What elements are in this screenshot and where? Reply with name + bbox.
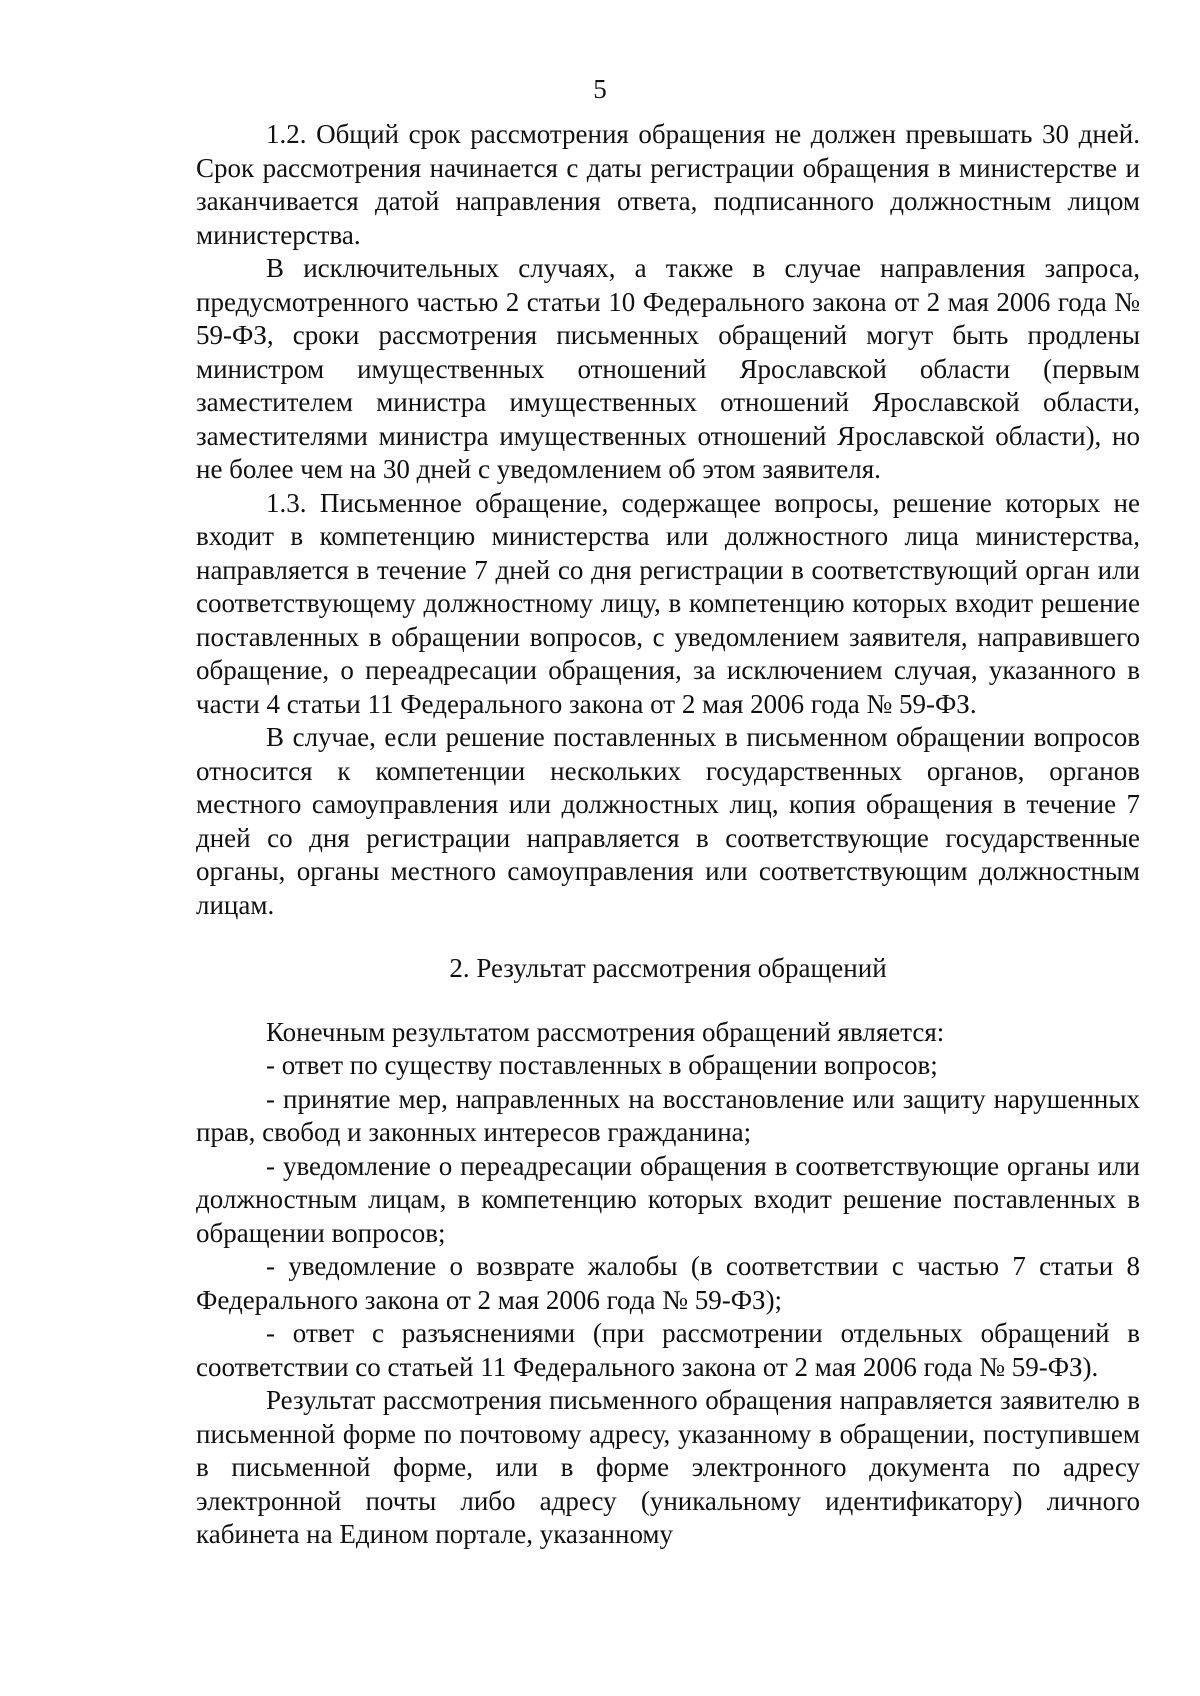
paragraph-multiple-bodies: В случае, если решение поставленных в письменном обращении вопросов относится к компетенции нескольких государственных органов, органов местного самоуправления или должностных лиц, копия обращения в течение 7 дней со дня регистрации направляется в соответствующие государственные органы, органы местного самоуправления или соответствующим должностным лицам. xyxy=(196,722,1140,920)
list-item-measures: - принятие мер, направленных на восстановление или защиту нарушенных прав, свобод и законных интересов гражданина; xyxy=(196,1083,1140,1147)
list-item-return-notice: - уведомление о возврате жалобы (в соответствии с частью 7 статьи 8 Федерального закона от 2 мая 2006 года № 59-ФЗ); xyxy=(196,1251,1140,1315)
list-item-explanations: - ответ с разъяснениями (при рассмотрении отдельных обращений в соответствии со статьей 11 Федерального закона от 2 мая 2006 года № 59-ФЗ). xyxy=(196,1318,1140,1382)
paragraph-1-3: 1.3. Письменное обращение, содержащее вопросы, решение которых не входит в компетенцию министерства или должностного лица министерства, направляется в течение 7 дней со дня регистрации в соответствующий орган или соответствующему должностному лицу, в компетенцию которых входит решение поставленных в обращении вопросов, с уведомлением заявителя, направившего обращение, о переадресации обращения, за исключением случая, указанного в части 4 статьи 11 Федерального закона от 2 мая 2006 года № 59-ФЗ. xyxy=(196,487,1140,719)
list-item-answer: - ответ по существу поставленных в обращении вопросов; xyxy=(266,1050,938,1080)
page-number: 5 xyxy=(593,74,607,104)
document-body xyxy=(196,118,1140,1552)
paragraph-extension: В исключительных случаях, а также в случае направления запроса, предусмотренного частью 2 статьи 10 Федерального закона от 2 мая 2006 года № 59-ФЗ, сроки рассмотрения письменных обращений могут быть продлены министром имущественных отношений Ярославской области (первым заместителем министра имущественных отношений Ярославской области, заместителями министра имущественных отношений Ярославской области), но не более чем на 30 дней с уведомлением об этом заявителя. xyxy=(196,253,1140,484)
paragraph-result-delivery: Результат рассмотрения письменного обращения направляется заявителю в письменной форме по почтовому адресу, указанному в обращении, поступившем в письменной форме, или в форме электронного документа по адресу электронной почты либо адресу (уникальному идентификатору) личного кабинета на Едином портале, указанному xyxy=(196,1385,1140,1549)
paragraph-1-2: 1.2. Общий срок рассмотрения обращения не должен превышать 30 дней. Срок рассмотрения начинается с даты регистрации обращения в министерстве и заканчивается датой направления ответа, подписанного должностным лицом министерства. xyxy=(196,119,1140,250)
list-item-redirect-notice: - уведомление о переадресации обращения в соответствующие органы или должностным лицам, в компетенцию которых входит решение поставленных в обращении вопросов; xyxy=(196,1150,1140,1248)
paragraph-final-result: Конечным результатом рассмотрения обращений является: xyxy=(266,1016,945,1047)
section-heading: 2. Результат рассмотрения обращений xyxy=(449,953,887,983)
